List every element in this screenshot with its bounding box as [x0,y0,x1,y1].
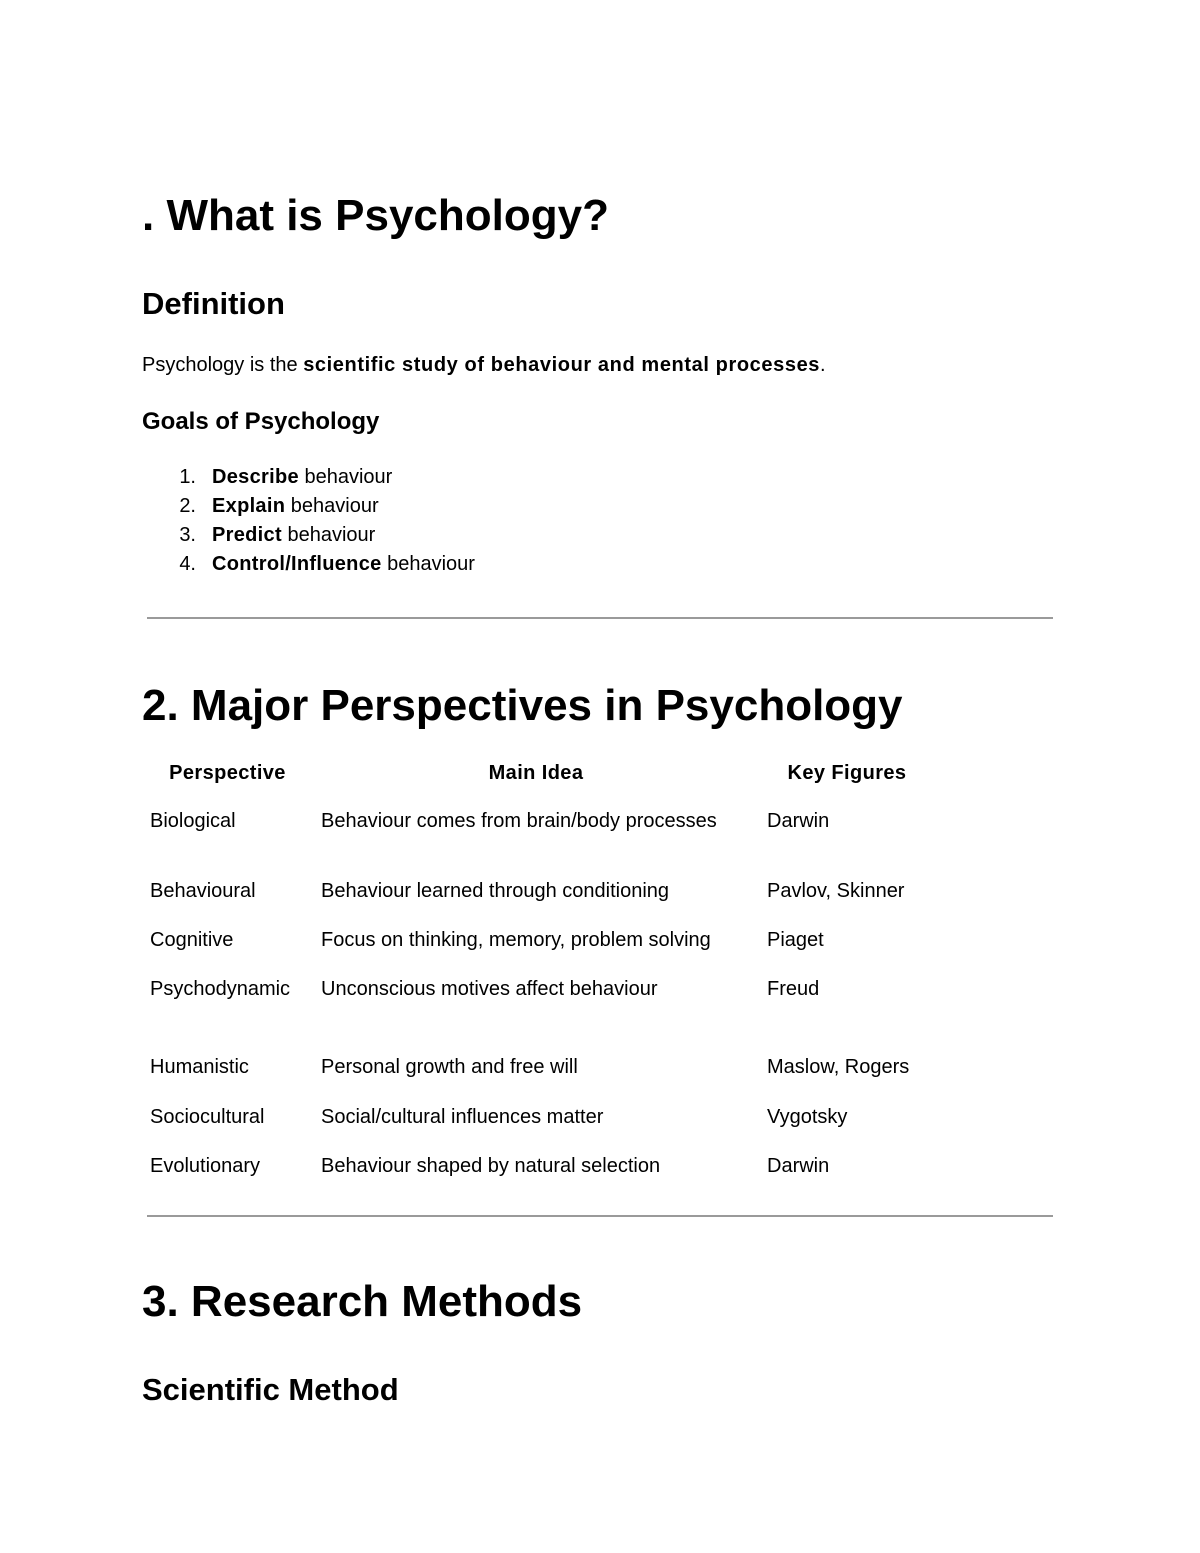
cell-key-figures: Darwin [767,1155,830,1177]
goals-list [142,466,475,582]
definition-suffix: . [820,354,826,376]
definition-emphasis: scientific study of behaviour and mental processes [303,354,821,376]
cell-perspective: Psychodynamic [150,978,291,1000]
cell-perspective: Biological [150,810,236,832]
cell-key-figures: Piaget [767,929,824,951]
table-header-row [142,753,935,793]
table-row [142,969,935,1047]
column-header-perspective: Perspective [169,761,286,784]
definition-prefix: Psychology is the [142,354,304,376]
cell-perspective: Cognitive [150,929,234,951]
perspectives-table [142,753,935,1192]
cell-main-idea: Behaviour learned through conditioning [321,880,670,902]
horizontal-divider [147,1215,1053,1217]
goal-item: 4. Control/Influence behaviour [179,553,475,575]
cell-key-figures: Darwin [767,810,830,832]
cell-key-figures: Freud [767,978,820,1000]
goal-item: 2. Explain behaviour [179,495,379,517]
column-header-key-figures: Key Figures [787,761,907,784]
table-row [142,1097,935,1146]
goal-item: 3. Predict behaviour [179,524,376,546]
cell-main-idea: Social/cultural influences matter [321,1106,604,1128]
cell-perspective: Humanistic [150,1056,249,1078]
section-1-title: . What is Psychology? [142,191,609,240]
table-row [142,920,935,969]
cell-main-idea: Focus on thinking, memory, problem solving [321,929,711,951]
horizontal-divider [147,617,1053,619]
cell-main-idea: Behaviour comes from brain/body processes [321,810,717,832]
goals-heading: Goals of Psychology [142,408,380,435]
table-row [142,793,935,871]
definition-text [142,355,826,375]
section-3-title: 3. Research Methods [142,1277,583,1326]
goal-item: 1. Describe behaviour [179,466,393,488]
table-row [142,1146,935,1192]
cell-key-figures: Maslow, Rogers [767,1056,910,1078]
table-row [142,1047,935,1097]
column-header-main-idea: Main Idea [488,761,584,784]
cell-key-figures: Pavlov, Skinner [767,880,905,902]
scientific-method-heading: Scientific Method [142,1372,399,1407]
cell-main-idea: Unconscious motives affect behaviour [321,978,658,1000]
table-row [142,871,935,920]
cell-key-figures: Vygotsky [767,1106,848,1128]
cell-perspective: Behavioural [150,880,256,902]
cell-main-idea: Behaviour shaped by natural selection [321,1155,661,1177]
cell-main-idea: Personal growth and free will [321,1056,578,1078]
cell-perspective: Evolutionary [150,1155,261,1177]
section-2-title: 2. Major Perspectives in Psychology [142,681,903,730]
cell-perspective: Sociocultural [150,1106,265,1128]
definition-heading: Definition [142,286,285,321]
